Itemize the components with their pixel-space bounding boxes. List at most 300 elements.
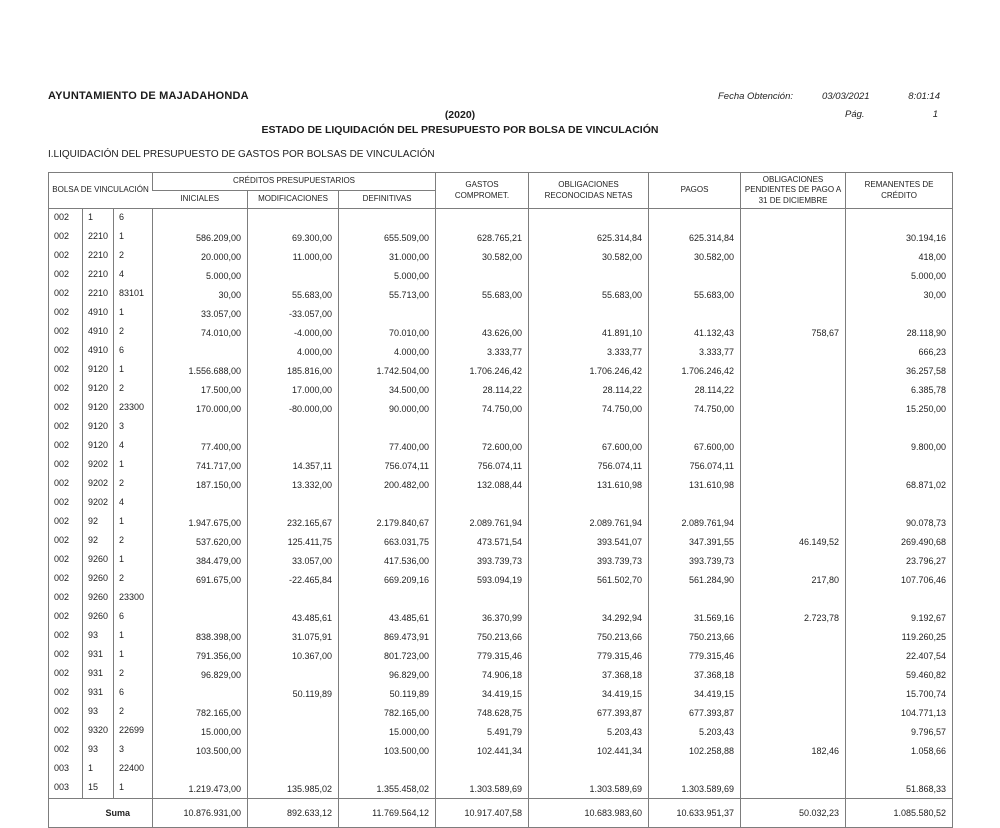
amount-cell: 2.089.761,94 — [649, 513, 741, 532]
amount-cell: 11.000,00 — [248, 247, 339, 266]
bolsa-code-cell: 002 — [54, 269, 70, 280]
bolsa-code-cell: 002 — [54, 383, 70, 394]
amount-cell: 625.314,84 — [529, 228, 649, 247]
bolsa-code-cell: 002 — [54, 421, 70, 432]
table-header — [49, 173, 953, 209]
amount-cell: 68.871,02 — [846, 475, 953, 494]
amount-cell: 5.203,43 — [649, 722, 741, 741]
amount-cell: 2.089.761,94 — [436, 513, 529, 532]
amount-cell: 72.600,00 — [436, 437, 529, 456]
bolsa-code-cell: 93 — [83, 627, 114, 646]
amount-cell: 2.089.761,94 — [529, 513, 649, 532]
amount-cell: 384.479,00 — [153, 551, 248, 570]
amount-cell: 666,23 — [846, 342, 953, 361]
bolsa-code-cell: 4 — [114, 437, 153, 456]
bolsa-code-cell: 002 — [54, 706, 70, 717]
amount-cell — [248, 741, 339, 760]
bolsa-code-cell: 4 — [114, 266, 153, 285]
amount-cell: 33.057,00 — [153, 304, 248, 323]
amount-cell: 135.985,02 — [248, 779, 339, 799]
amount-cell: 70.010,00 — [339, 323, 436, 342]
bolsa-code-cell: 002 — [54, 516, 70, 527]
amount-cell: 2.179.840,67 — [339, 513, 436, 532]
bolsa-code-cell: 9120 — [83, 399, 114, 418]
amount-cell — [436, 760, 529, 779]
table-row — [49, 551, 953, 570]
amount-cell — [741, 342, 846, 361]
bolsa-code-cell: 2 — [114, 323, 153, 342]
amount-cell: 750.213,66 — [529, 627, 649, 646]
amount-cell: 34.419,15 — [529, 684, 649, 703]
amount-cell: 30.194,16 — [846, 228, 953, 247]
amount-cell: 3.333,77 — [529, 342, 649, 361]
bolsa-code-cell: 9260 — [83, 589, 114, 608]
amount-cell: 107.706,46 — [846, 570, 953, 589]
amount-cell: 1.303.589,69 — [529, 779, 649, 799]
amount-cell: 586.209,00 — [153, 228, 248, 247]
amount-cell: 170.000,00 — [153, 399, 248, 418]
header-remanentes-credito: REMANENTES DE CRÉDITO — [846, 173, 953, 209]
amount-cell: 37.368,18 — [529, 665, 649, 684]
amount-cell — [741, 703, 846, 722]
amount-cell: 31.075,91 — [248, 627, 339, 646]
bolsa-code-cell: 931 — [83, 646, 114, 665]
amount-cell: 756.074,11 — [649, 456, 741, 475]
fecha-obtencion-label: Fecha Obtención: — [718, 91, 793, 102]
table-row — [49, 304, 953, 323]
amount-cell — [529, 304, 649, 323]
bolsa-code-cell: 002 — [54, 212, 70, 223]
amount-cell: 1.303.589,69 — [649, 779, 741, 799]
fecha-obtencion-date: 03/03/2021 — [822, 91, 870, 102]
amount-cell — [529, 209, 649, 229]
amount-cell: 34.292,94 — [529, 608, 649, 627]
amount-cell — [248, 760, 339, 779]
bolsa-code-cell: 1 — [114, 361, 153, 380]
amount-cell — [529, 589, 649, 608]
amount-cell: 34.500,00 — [339, 380, 436, 399]
bolsa-code-cell: 22400 — [114, 760, 153, 779]
bolsa-code-cell: 1 — [114, 627, 153, 646]
amount-cell: 15.000,00 — [339, 722, 436, 741]
amount-cell: 131.610,98 — [649, 475, 741, 494]
amount-cell: 28.114,22 — [649, 380, 741, 399]
amount-cell — [741, 627, 846, 646]
table-row — [49, 399, 953, 418]
amount-cell — [153, 684, 248, 703]
amount-cell — [741, 722, 846, 741]
bolsa-code-cell: 002 — [54, 649, 70, 660]
amount-cell: 28.114,22 — [529, 380, 649, 399]
amount-cell — [846, 456, 953, 475]
amount-cell: 74.906,18 — [436, 665, 529, 684]
amount-cell — [741, 684, 846, 703]
amount-cell: 232.165,67 — [248, 513, 339, 532]
amount-cell — [741, 494, 846, 513]
bolsa-code-cell: 22699 — [114, 722, 153, 741]
amount-cell — [741, 380, 846, 399]
amount-cell: 6.385,78 — [846, 380, 953, 399]
amount-cell — [529, 760, 649, 779]
bolsa-code-cell: 6 — [114, 209, 153, 229]
amount-cell: 55.683,00 — [248, 285, 339, 304]
amount-cell: 663.031,75 — [339, 532, 436, 551]
bolsa-code-cell: 002 — [54, 668, 70, 679]
amount-cell: 50.119,89 — [248, 684, 339, 703]
amount-cell — [248, 703, 339, 722]
bolsa-code-cell: 002 — [54, 459, 70, 470]
amount-cell: 417.536,00 — [339, 551, 436, 570]
suma-gastos: 10.917.407,58 — [436, 799, 529, 828]
amount-cell: 418,00 — [846, 247, 953, 266]
amount-cell: 10.367,00 — [248, 646, 339, 665]
header-pagos: PAGOS — [649, 173, 741, 209]
amount-cell: 2.723,78 — [741, 608, 846, 627]
amount-cell: 17.500,00 — [153, 380, 248, 399]
bolsa-code-cell: 002 — [54, 554, 70, 565]
amount-cell: 3.333,77 — [436, 342, 529, 361]
amount-cell — [741, 399, 846, 418]
amount-cell — [248, 209, 339, 229]
amount-cell: 782.165,00 — [153, 703, 248, 722]
amount-cell — [436, 266, 529, 285]
table-row — [49, 494, 953, 513]
bolsa-code-cell: 9202 — [83, 475, 114, 494]
table-row — [49, 266, 953, 285]
bolsa-code-cell: 002 — [54, 725, 70, 736]
amount-cell: 779.315,46 — [649, 646, 741, 665]
bolsa-code-cell: 23300 — [114, 399, 153, 418]
amount-cell: 30.582,00 — [649, 247, 741, 266]
amount-cell: 30.582,00 — [436, 247, 529, 266]
amount-cell: 1.219.473,00 — [153, 779, 248, 799]
table-row — [49, 703, 953, 722]
bolsa-code-cell: 1 — [114, 304, 153, 323]
suma-iniciales: 10.876.931,00 — [153, 799, 248, 828]
amount-cell — [741, 646, 846, 665]
amount-cell: 756.074,11 — [436, 456, 529, 475]
bolsa-code-cell: 931 — [83, 665, 114, 684]
header-creditos-presupuestarios: CRÉDITOS PRESUPUESTARIOS — [153, 173, 436, 191]
amount-cell: 55.683,00 — [436, 285, 529, 304]
table-row — [49, 456, 953, 475]
bolsa-code-cell: 2210 — [83, 266, 114, 285]
amount-cell — [436, 589, 529, 608]
amount-cell: -80.000,00 — [248, 399, 339, 418]
table-row — [49, 532, 953, 551]
amount-cell: 103.500,00 — [339, 741, 436, 760]
amount-cell — [741, 665, 846, 684]
table-row — [49, 684, 953, 703]
amount-cell — [649, 589, 741, 608]
bolsa-code-cell: 3 — [114, 418, 153, 437]
table-row — [49, 760, 953, 779]
amount-cell: 655.509,00 — [339, 228, 436, 247]
bolsa-code-cell: 003 — [54, 782, 70, 793]
bolsa-code-cell: 4910 — [83, 304, 114, 323]
bolsa-code-cell: 1 — [114, 228, 153, 247]
bolsa-code-cell: 002 — [54, 630, 70, 641]
table-body — [49, 209, 953, 799]
amount-cell — [248, 589, 339, 608]
amount-cell — [248, 266, 339, 285]
amount-cell: 5.000,00 — [153, 266, 248, 285]
amount-cell: 55.713,00 — [339, 285, 436, 304]
table-footer — [49, 799, 953, 828]
amount-cell — [649, 304, 741, 323]
amount-cell: 5.203,43 — [529, 722, 649, 741]
amount-cell — [339, 589, 436, 608]
amount-cell: 782.165,00 — [339, 703, 436, 722]
amount-cell: 3.333,77 — [649, 342, 741, 361]
amount-cell: 13.332,00 — [248, 475, 339, 494]
bolsa-code-cell: 002 — [54, 592, 70, 603]
amount-cell: 187.150,00 — [153, 475, 248, 494]
bolsa-code-cell: 2 — [114, 665, 153, 684]
amount-cell: 55.683,00 — [529, 285, 649, 304]
bolsa-code-cell: 15 — [83, 779, 114, 799]
amount-cell: 41.891,10 — [529, 323, 649, 342]
amount-cell: 34.419,15 — [436, 684, 529, 703]
amount-cell: 43.485,61 — [248, 608, 339, 627]
amount-cell — [741, 247, 846, 266]
amount-cell — [741, 475, 846, 494]
amount-cell: 5.491,79 — [436, 722, 529, 741]
header-obligaciones-pendientes: OBLIGACIONES PENDIENTES DE PAGO A 31 DE DICIEMBRE — [741, 173, 846, 209]
bolsa-code-cell: 002 — [54, 440, 70, 451]
amount-cell — [153, 760, 248, 779]
amount-cell: 677.393,87 — [529, 703, 649, 722]
report-title: ESTADO DE LIQUIDACIÓN DEL PRESUPUESTO POR BOLSA DE VINCULACIÓN — [261, 124, 659, 136]
amount-cell — [248, 494, 339, 513]
amount-cell: 74.750,00 — [436, 399, 529, 418]
amount-cell: 779.315,46 — [529, 646, 649, 665]
bolsa-code-cell: 2 — [114, 475, 153, 494]
bolsa-code-cell: 2210 — [83, 228, 114, 247]
amount-cell: 51.868,33 — [846, 779, 953, 799]
table-row — [49, 342, 953, 361]
amount-cell: 561.502,70 — [529, 570, 649, 589]
amount-cell: 1.058,66 — [846, 741, 953, 760]
amount-cell: 28.118,90 — [846, 323, 953, 342]
amount-cell — [741, 589, 846, 608]
amount-cell: 103.500,00 — [153, 741, 248, 760]
suma-obligaciones-netas: 10.683.983,60 — [529, 799, 649, 828]
amount-cell — [339, 209, 436, 229]
page-label: Pág. — [845, 109, 865, 120]
suma-label: Suma — [49, 799, 153, 828]
bolsa-code-cell: 002 — [54, 345, 70, 356]
amount-cell: 96.829,00 — [339, 665, 436, 684]
amount-cell — [153, 494, 248, 513]
amount-cell: 14.357,11 — [248, 456, 339, 475]
amount-cell: 748.628,75 — [436, 703, 529, 722]
amount-cell: 1.742.504,00 — [339, 361, 436, 380]
bolsa-code-cell: 92 — [83, 532, 114, 551]
amount-cell: 185.816,00 — [248, 361, 339, 380]
amount-cell — [846, 304, 953, 323]
bolsa-code-cell: 9260 — [83, 570, 114, 589]
bolsa-code-cell: 23300 — [114, 589, 153, 608]
bolsa-code-cell: 9120 — [83, 418, 114, 437]
amount-cell: 46.149,52 — [741, 532, 846, 551]
amount-cell: 758,67 — [741, 323, 846, 342]
table-row — [49, 570, 953, 589]
bolsa-code-cell: 2 — [114, 247, 153, 266]
amount-cell: -4.000,00 — [248, 323, 339, 342]
table-row — [49, 608, 953, 627]
suma-pendientes: 50.032,23 — [741, 799, 846, 828]
amount-cell: 628.765,21 — [436, 228, 529, 247]
amount-cell: 473.571,54 — [436, 532, 529, 551]
bolsa-code-cell: 002 — [54, 611, 70, 622]
amount-cell: 90.078,73 — [846, 513, 953, 532]
amount-cell: 801.723,00 — [339, 646, 436, 665]
bolsa-code-cell: 2210 — [83, 285, 114, 304]
table-row — [49, 209, 953, 229]
amount-cell: 20.000,00 — [153, 247, 248, 266]
amount-cell — [153, 608, 248, 627]
amount-cell: 67.600,00 — [529, 437, 649, 456]
amount-cell: 74.750,00 — [529, 399, 649, 418]
amount-cell: 119.260,25 — [846, 627, 953, 646]
section-title: I.LIQUIDACIÓN DEL PRESUPUESTO DE GASTOS POR BOLSAS DE VINCULACIÓN — [48, 149, 435, 160]
bolsa-code-cell: 6 — [114, 608, 153, 627]
table-row — [49, 323, 953, 342]
amount-cell — [649, 418, 741, 437]
amount-cell: 125.411,75 — [248, 532, 339, 551]
bolsa-code-cell: 002 — [54, 535, 70, 546]
amount-cell: 537.620,00 — [153, 532, 248, 551]
amount-cell: 677.393,87 — [649, 703, 741, 722]
bolsa-code-cell: 1 — [114, 551, 153, 570]
bolsa-code-cell: 002 — [54, 288, 70, 299]
amount-cell: 750.213,66 — [436, 627, 529, 646]
table-row — [49, 779, 953, 799]
bolsa-code-cell: 931 — [83, 684, 114, 703]
amount-cell: 30,00 — [153, 285, 248, 304]
amount-cell — [248, 722, 339, 741]
amount-cell: 30.582,00 — [529, 247, 649, 266]
bolsa-code-cell: 4910 — [83, 342, 114, 361]
amount-cell — [248, 665, 339, 684]
bolsa-code-cell: 1 — [114, 456, 153, 475]
amount-cell: 269.490,68 — [846, 532, 953, 551]
amount-cell: 37.368,18 — [649, 665, 741, 684]
amount-cell — [339, 760, 436, 779]
bolsa-code-cell: 9120 — [83, 437, 114, 456]
bolsa-code-cell: 83101 — [114, 285, 153, 304]
amount-cell: 182,46 — [741, 741, 846, 760]
amount-cell — [529, 418, 649, 437]
amount-cell — [649, 209, 741, 229]
amount-cell — [153, 209, 248, 229]
amount-cell — [339, 418, 436, 437]
amount-cell: 9.192,67 — [846, 608, 953, 627]
table-row — [49, 589, 953, 608]
amount-cell — [741, 779, 846, 799]
bolsa-code-cell: 9202 — [83, 494, 114, 513]
bolsa-code-cell: 6 — [114, 684, 153, 703]
bolsa-code-cell: 002 — [54, 307, 70, 318]
amount-cell — [529, 494, 649, 513]
bolsa-code-cell: 9320 — [83, 722, 114, 741]
bolsa-code-cell: 002 — [54, 364, 70, 375]
bolsa-code-cell: 002 — [54, 402, 70, 413]
amount-cell: -33.057,00 — [248, 304, 339, 323]
amount-cell: 104.771,13 — [846, 703, 953, 722]
amount-cell: 74.750,00 — [649, 399, 741, 418]
amount-cell: 15.000,00 — [153, 722, 248, 741]
amount-cell — [153, 342, 248, 361]
amount-cell: 756.074,11 — [339, 456, 436, 475]
amount-cell — [741, 418, 846, 437]
bolsa-code-cell: 002 — [54, 497, 70, 508]
amount-cell: 779.315,46 — [436, 646, 529, 665]
amount-cell — [153, 589, 248, 608]
bolsa-code-cell: 002 — [54, 326, 70, 337]
amount-cell — [339, 494, 436, 513]
amount-cell: -22.465,84 — [248, 570, 339, 589]
amount-cell: 22.407,54 — [846, 646, 953, 665]
amount-cell: 59.460,82 — [846, 665, 953, 684]
amount-cell: 77.400,00 — [153, 437, 248, 456]
amount-cell: 1.355.458,02 — [339, 779, 436, 799]
table-row — [49, 722, 953, 741]
amount-cell — [846, 589, 953, 608]
bolsa-code-cell: 9260 — [83, 551, 114, 570]
bolsa-code-cell: 93 — [83, 703, 114, 722]
bolsa-code-cell: 9202 — [83, 456, 114, 475]
amount-cell: 17.000,00 — [248, 380, 339, 399]
amount-cell — [649, 760, 741, 779]
bolsa-code-cell: 6 — [114, 342, 153, 361]
amount-cell: 393.739,73 — [436, 551, 529, 570]
amount-cell — [649, 266, 741, 285]
amount-cell — [846, 209, 953, 229]
header-modificaciones: MODIFICACIONES — [248, 191, 339, 209]
amount-cell: 750.213,66 — [649, 627, 741, 646]
table-row — [49, 665, 953, 684]
amount-cell: 31.569,16 — [649, 608, 741, 627]
table-row — [49, 285, 953, 304]
amount-cell: 1.303.589,69 — [436, 779, 529, 799]
amount-cell — [436, 304, 529, 323]
bolsa-code-cell: 1 — [114, 513, 153, 532]
table-row — [49, 380, 953, 399]
table-row — [49, 418, 953, 437]
amount-cell: 15.700,74 — [846, 684, 953, 703]
bolsa-code-cell: 4910 — [83, 323, 114, 342]
bolsa-code-cell: 2 — [114, 703, 153, 722]
header-iniciales: INICIALES — [153, 191, 248, 209]
amount-cell — [741, 456, 846, 475]
suma-pagos: 10.633.951,37 — [649, 799, 741, 828]
table-row — [49, 475, 953, 494]
bolsa-code-cell: 1 — [83, 209, 114, 229]
bolsa-code-cell: 2 — [114, 380, 153, 399]
amount-cell — [153, 418, 248, 437]
amount-cell: 28.114,22 — [436, 380, 529, 399]
header-bolsa-vinculacion: BOLSA DE VINCULACIÓN — [49, 173, 153, 209]
amount-cell: 31.000,00 — [339, 247, 436, 266]
page-number: 1 — [932, 109, 938, 120]
amount-cell — [741, 228, 846, 247]
amount-cell: 561.284,90 — [649, 570, 741, 589]
amount-cell: 4.000,00 — [248, 342, 339, 361]
suma-modificaciones: 892.633,12 — [248, 799, 339, 828]
bolsa-code-cell: 1 — [114, 779, 153, 799]
